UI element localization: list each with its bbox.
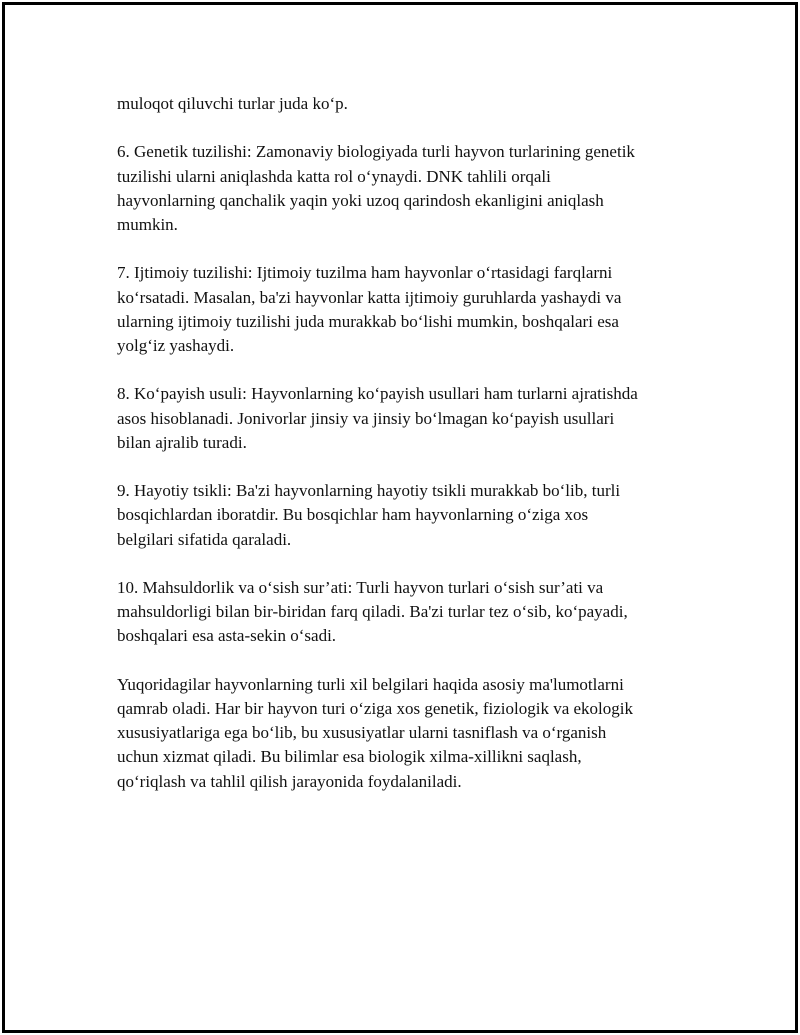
paragraph-continuation: muloqot qiluvchi turlar juda ko‘p. xyxy=(117,94,348,113)
paragraph-reproduction: 8. Ko‘payish usuli: Hayvonlarning ko‘payish usullari ham turlarni ajratishda asos hisoblanadi. Jonivorlar jinsiy va jinsiy bo‘lmagan ko‘payish usullari bilan ajralib turadi. xyxy=(117,384,638,452)
paragraph-productivity-growth: 10. Mahsuldorlik va o‘sish sur’ati: Turli hayvon turlari o‘sish sur’ati va mahsuldorligi bilan bir-biridan farq qiladi. Ba'zi turlar tez o‘sib, ko‘payadi, boshqalari esa asta-sekin o‘sadi. xyxy=(117,577,628,646)
document-body xyxy=(117,92,697,818)
paragraph-social-structure: 7. Ijtimoiy tuzilishi: Ijtimoiy tuzilma ham hayvonlar o‘rtasidagi farqlarni ko‘rsatadi. Masalan, ba'zi hayvonlar katta ijtimoiy guruhlarda yashaydi va ularning ijtimoiy tuzilishi juda murakkab bo‘lishi mumkin, boshqalari esa yolg‘iz yashaydi. xyxy=(117,263,622,355)
paragraph-conclusion: Yuqoridagilar hayvonlarning turli xil belgilari haqida asosiy ma'lumotlarni qamrab oladi. Har bir hayvon turi o‘ziga xos genetik, fiziologik va ekologik xususiyatlariga ega bo‘lib, bu xususiyatlar ularni tasniflash va o‘rganish uchun xizmat qiladi. Bu bilimlar esa biologik xilma-xillikni saqlash, qo‘riqlash va tahlil qilish jarayonida foydalaniladi. xyxy=(117,674,634,791)
paragraph-life-cycle: 9. Hayotiy tsikli: Ba'zi hayvonlarning hayotiy tsikli murakkab bo‘lib, turli bosqichlardan iboratdir. Bu bosqichlar ham hayvonlarning o‘ziga xos belgilari sifatida qaraladi. xyxy=(117,481,621,549)
paragraph-genetic-structure: 6. Genetik tuzilishi: Zamonaviy biologiyada turli hayvon turlarining genetik tuzilishi ularni aniqlashda katta rol o‘ynaydi. DNK tahlili orqali hayvonlarning qanchalik yaqin yoki uzoq qarindosh ekanligini aniqlash mumkin. xyxy=(117,142,635,234)
